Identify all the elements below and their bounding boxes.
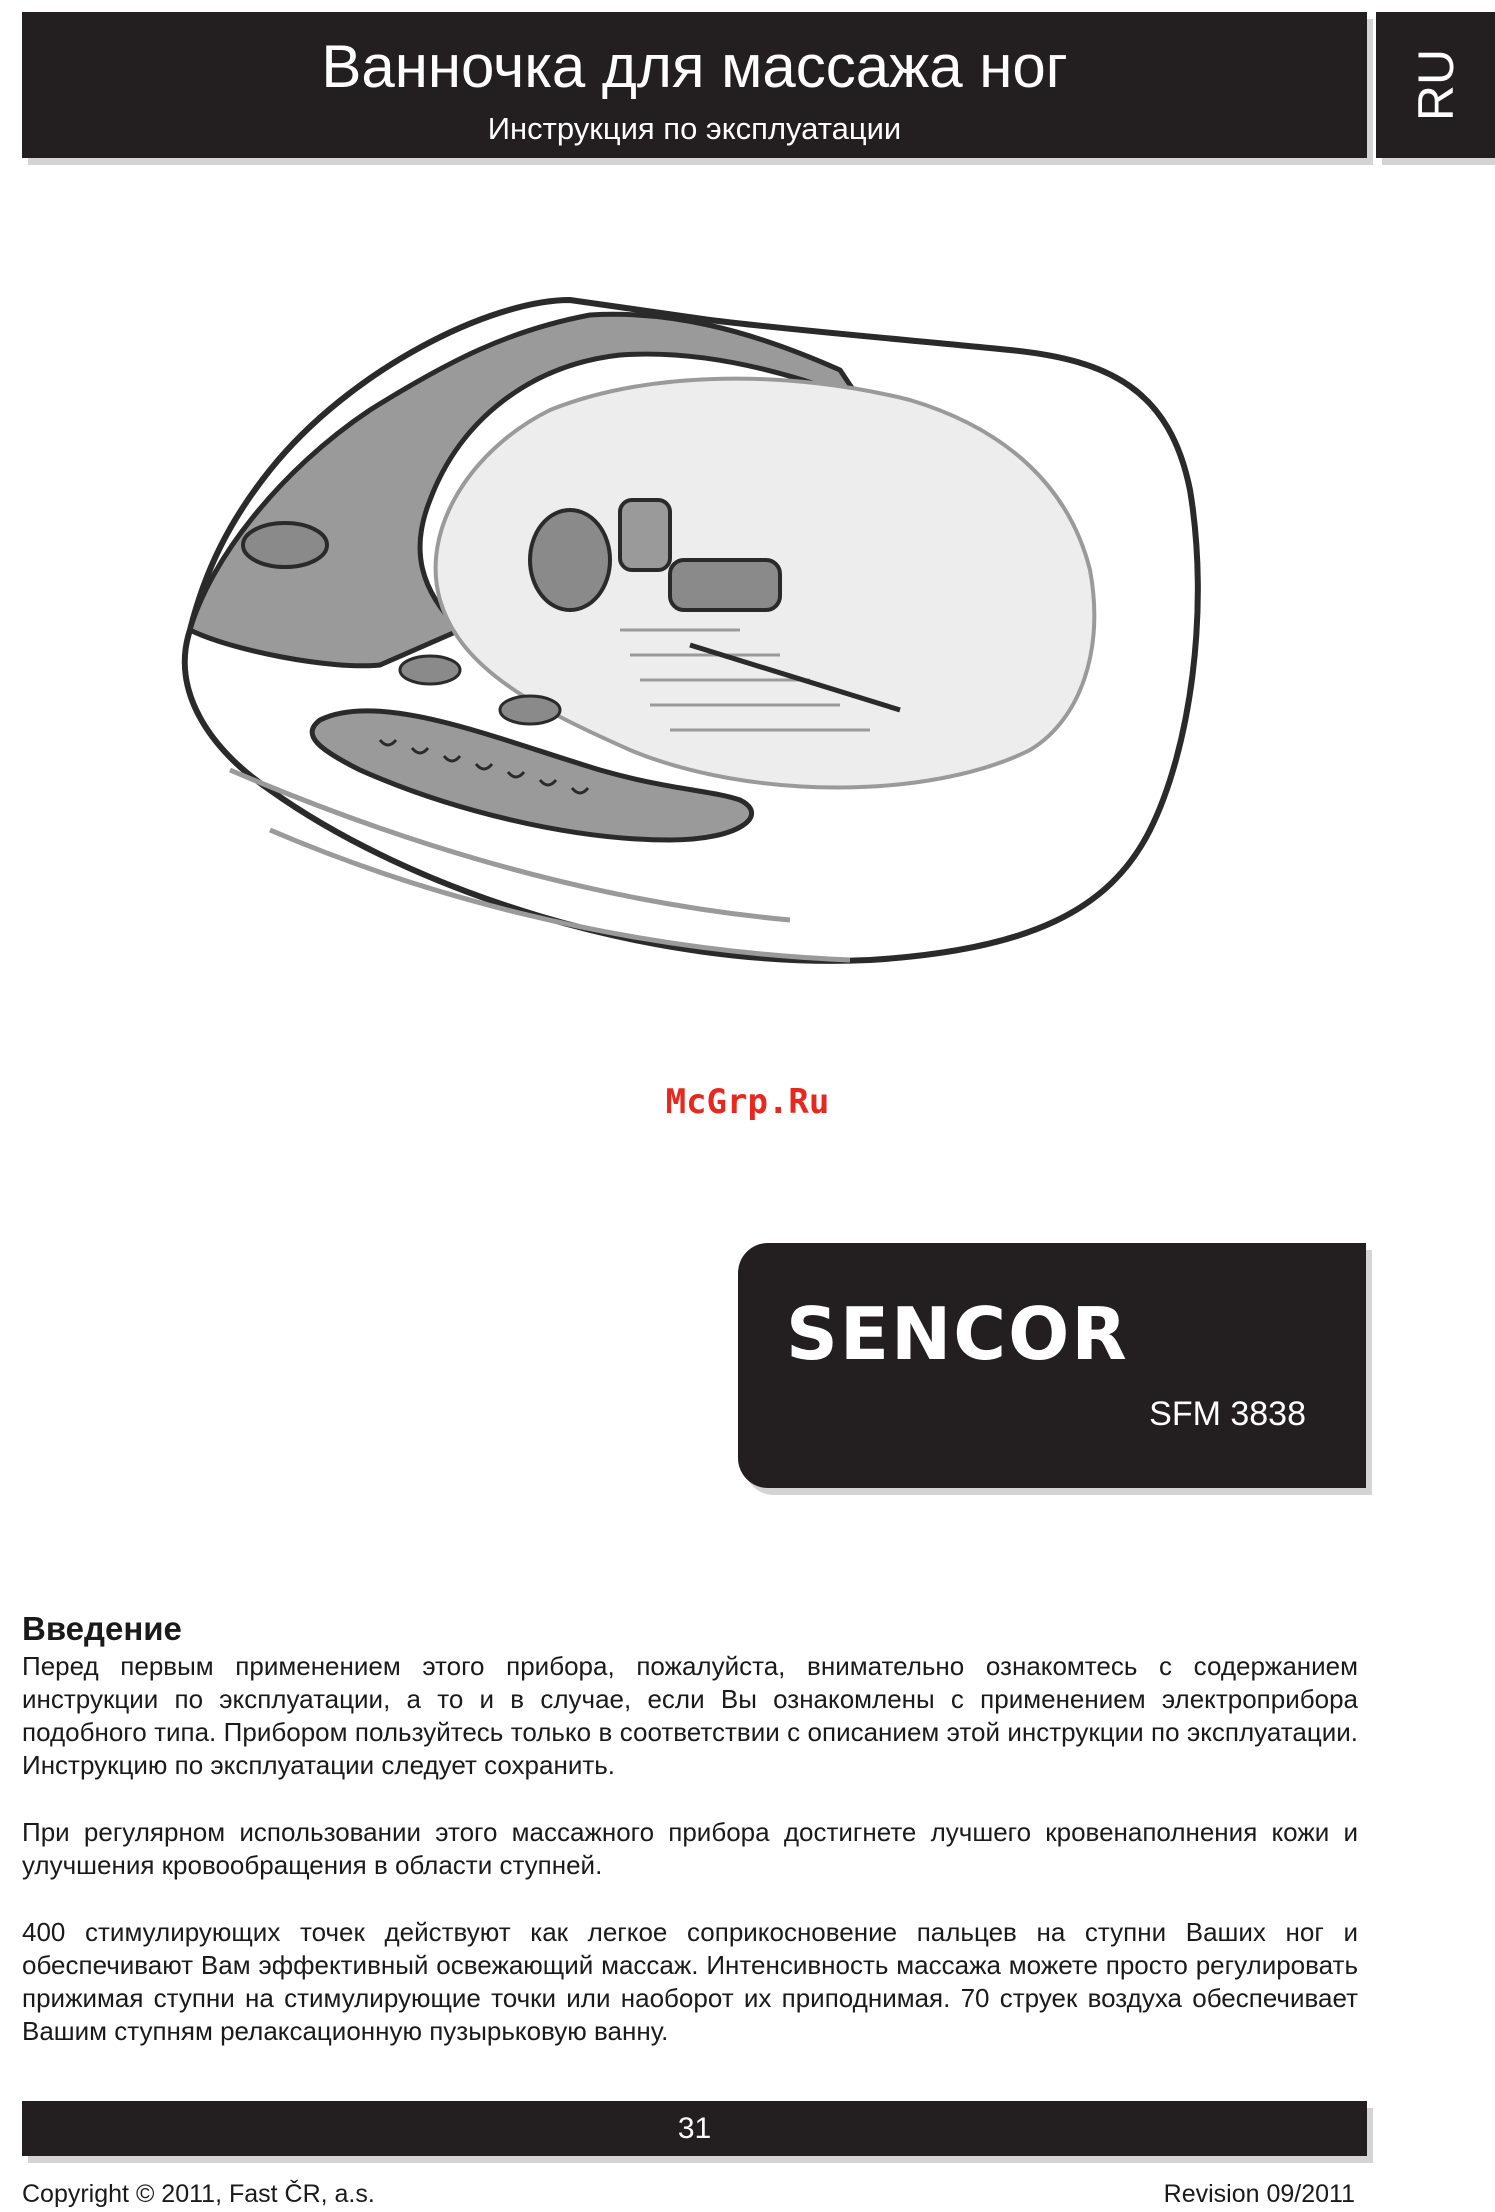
- page-title: Ванночка для массажа ног: [321, 33, 1068, 100]
- intro-paragraph-1: Перед первым применением этого прибора, пожалуйста, внимательно ознакомтесь с содержанием инструкции по эксплуатации, а то и в случае, если Вы ознакомлены с применением электроприбора подобного типа. Прибором пользуйтесь только в соответствии с описанием этой инструкции по эксплуатации. Инструкцию по эксплуатации следует сохранить.: [22, 1651, 1358, 1780]
- svg-text:SENCOR: SENCOR: [786, 1293, 1129, 1373]
- language-tab: [1376, 12, 1495, 158]
- intro-paragraph-2: При регулярном использовании этого массажного прибора достигнете лучшего кровенаполнения кожи и улучшения кровообращения в области ступней.: [22, 1817, 1358, 1880]
- intro-heading: Введение: [22, 1610, 182, 1647]
- sencor-logo: [786, 1293, 1166, 1373]
- intro-paragraph-3: 400 стимулирующих точек действуют как легкое соприкосновение пальцев на ступни Ваших ног и обеспечивают Вам эффективный освежающий массаж. Интенсивность массажа можете просто регулировать прижимая ступни на стимулирующие точки или наоборот их приподнимая. 70 струек воздуха обеспечивает Вашим ступням релаксационную пузырьковую ванну.: [22, 1917, 1358, 2046]
- header-bar: [22, 12, 1367, 158]
- language-label: RU: [1407, 48, 1464, 122]
- watermark: McGrp.Ru: [665, 1082, 830, 1122]
- brand-box: [738, 1243, 1366, 1488]
- footer-bar: [22, 2101, 1367, 2156]
- page-subtitle: Инструкция по эксплуатации: [487, 111, 902, 146]
- foot-bath-illustration: [150, 270, 1250, 1070]
- revision: Revision 09/2011: [1163, 2180, 1355, 2208]
- intro-section: [22, 1608, 1358, 2082]
- page-number: 31: [677, 2112, 712, 2145]
- copyright: Copyright © 2011, Fast ČR, a.s.: [22, 2180, 375, 2208]
- model-number: SFM 3838: [1149, 1395, 1306, 1433]
